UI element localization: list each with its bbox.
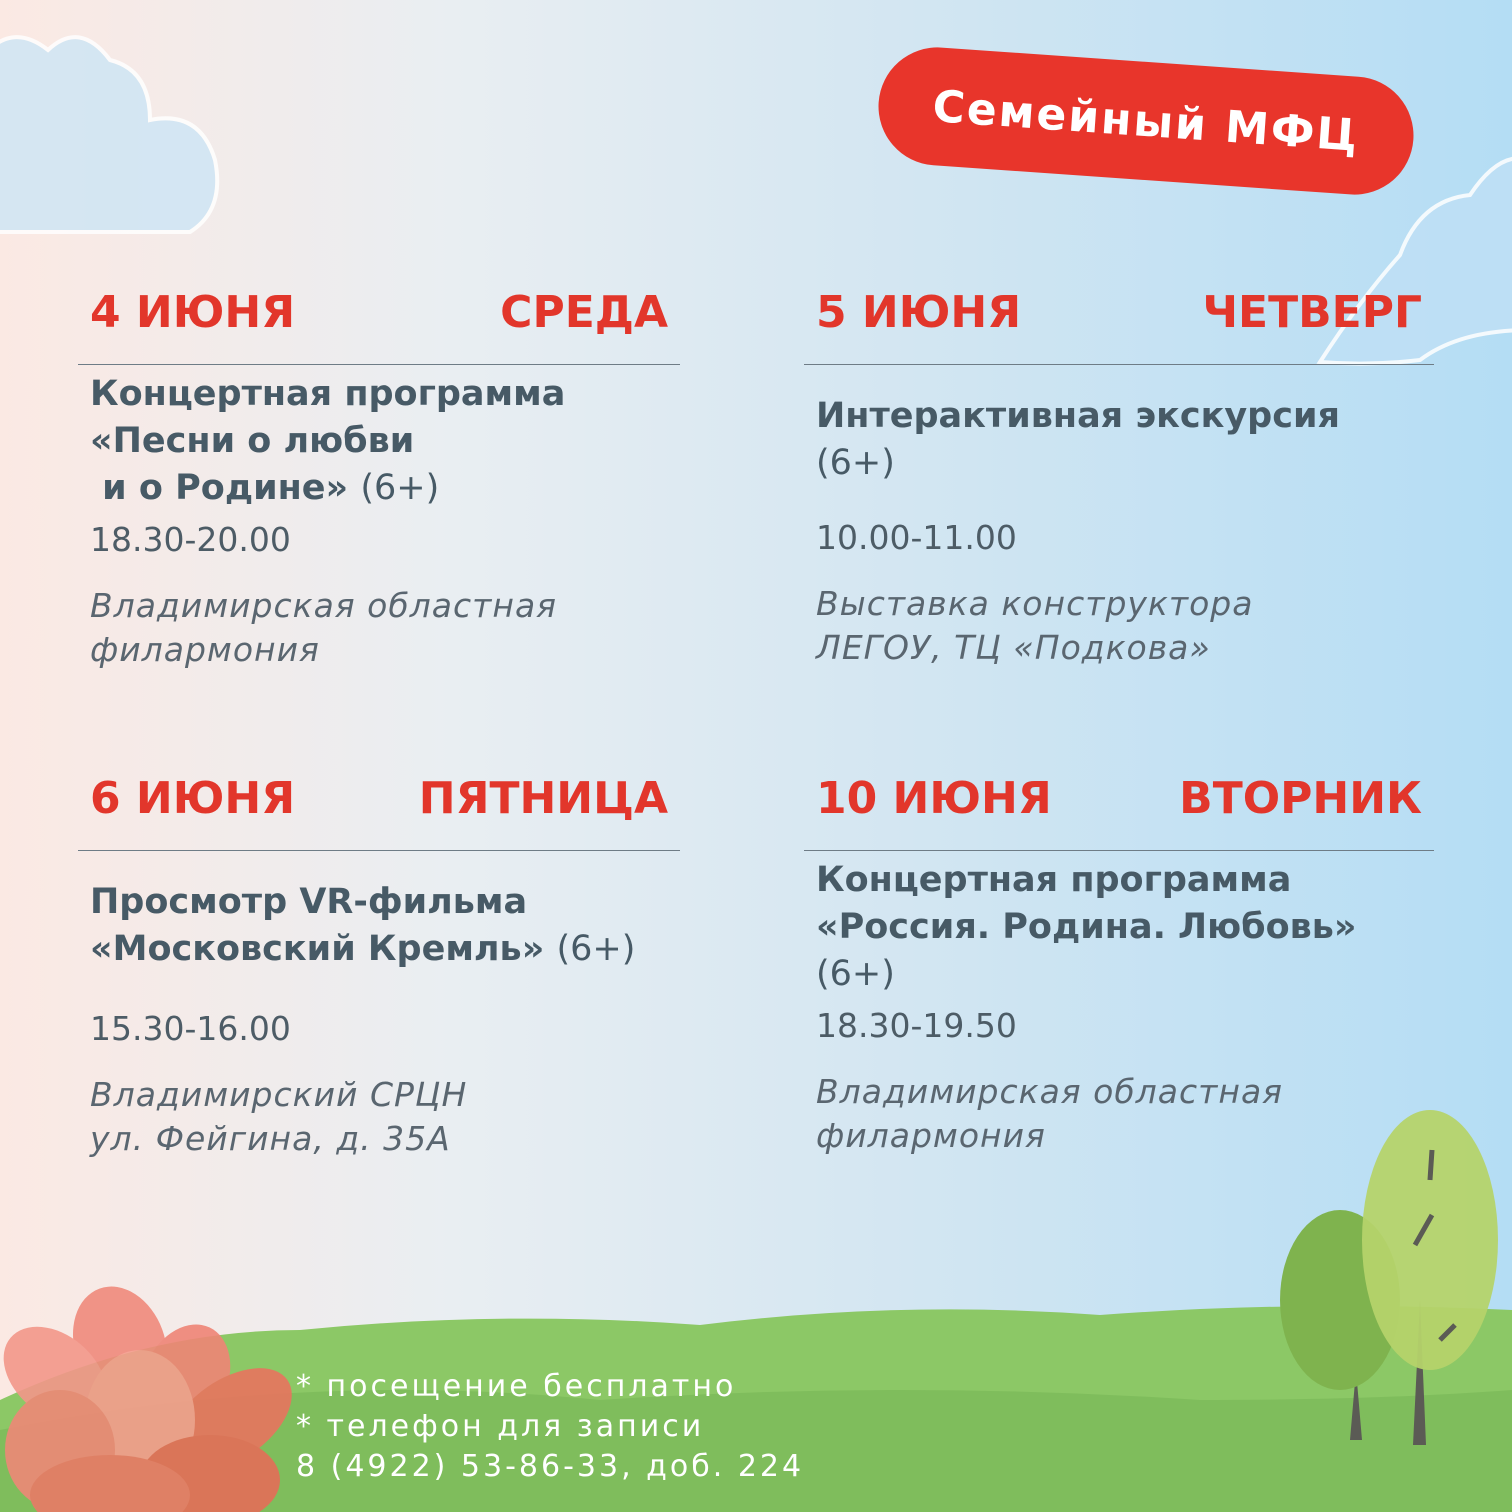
event-place-line: ул. Фейгина, д. 35А xyxy=(90,1119,451,1158)
age-rating: (6+) xyxy=(360,468,440,508)
event-title-line: Просмотр VR-фильма xyxy=(90,882,528,922)
event-weekday: ЧЕТВЕРГ xyxy=(1202,287,1422,338)
event-date: 10 ИЮНЯ xyxy=(816,773,1052,824)
event-title-line: Концертная программа xyxy=(816,860,1292,900)
event-place-line: филармония xyxy=(816,1116,1046,1155)
event-block-june-10 xyxy=(804,774,1434,1158)
event-title-line: «Песни о любви xyxy=(90,421,415,461)
event-block-june-4 xyxy=(78,288,680,672)
event-place-line: Выставка конструктора xyxy=(816,584,1254,623)
event-place-line: Владимирский СРЦН xyxy=(90,1075,468,1114)
badge-semeyny-mfc: Семейный МФЦ xyxy=(875,43,1418,198)
event-date: 6 ИЮНЯ xyxy=(90,773,296,824)
note-free-entry: * посещение бесплатно xyxy=(296,1369,737,1404)
event-block-june-6 xyxy=(78,774,680,1161)
event-place-line: Владимирская областная xyxy=(816,1072,1284,1111)
event-title-line: «Россия. Родина. Любовь» xyxy=(816,907,1357,947)
event-block-june-5 xyxy=(804,288,1434,670)
age-rating: (6+) xyxy=(556,929,636,969)
event-place-line: ЛЕГОУ, ТЦ «Подкова» xyxy=(816,628,1211,667)
note-phone-label: * телефон для записи xyxy=(296,1409,705,1444)
event-day-header xyxy=(78,774,680,838)
event-time: 18.30-20.00 xyxy=(90,520,291,559)
event-day-header xyxy=(804,288,1434,352)
event-place-line: филармония xyxy=(90,630,320,669)
event-date: 5 ИЮНЯ xyxy=(816,287,1022,338)
cloud-top-left xyxy=(0,37,217,232)
footer-notes xyxy=(296,1367,804,1487)
event-weekday: ПЯТНИЦА xyxy=(418,773,668,824)
event-title-line: Концертная программа xyxy=(90,374,566,414)
event-title-line: «Московский Кремль» xyxy=(90,929,545,969)
event-date: 4 ИЮНЯ xyxy=(90,287,296,338)
event-day-header xyxy=(78,288,680,352)
event-time: 18.30-19.50 xyxy=(816,1006,1017,1045)
age-rating: (6+) xyxy=(816,443,895,483)
event-weekday: СРЕДА xyxy=(500,287,668,338)
event-title-line: Интерактивная экскурсия xyxy=(816,396,1340,436)
event-day-header xyxy=(804,774,1434,838)
note-phone-number: 8 (4922) 53-86-33, доб. 224 xyxy=(296,1449,805,1484)
event-time: 15.30-16.00 xyxy=(90,1009,291,1048)
event-weekday: ВТОРНИК xyxy=(1179,773,1422,824)
event-time: 10.00-11.00 xyxy=(816,518,1017,557)
flower-illustration xyxy=(0,1273,310,1512)
event-title-line: и о Родине» xyxy=(90,468,349,508)
event-place-line: Владимирская областная xyxy=(90,586,558,625)
age-rating: (6+) xyxy=(816,954,895,994)
